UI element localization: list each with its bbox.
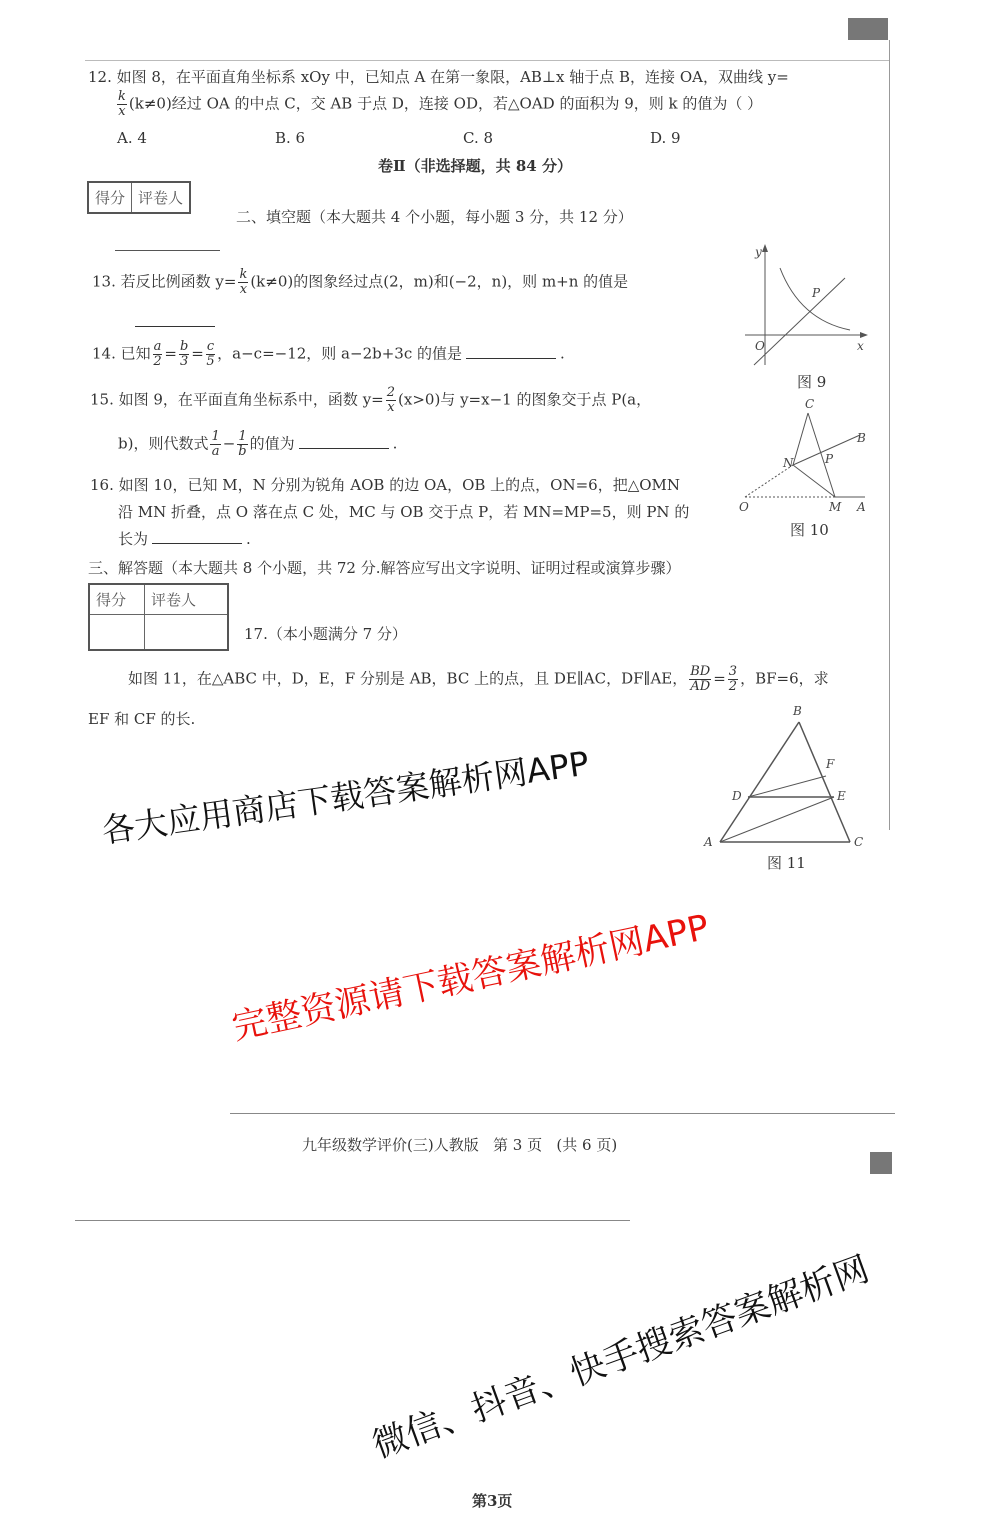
q15-answer-blank[interactable] bbox=[299, 448, 389, 449]
part2-title: 卷Ⅱ（非选择题，共 84 分） bbox=[378, 157, 572, 175]
q17-line2: EF 和 CF 的长. bbox=[88, 710, 196, 728]
fraction: $\frac{k}{x}$ bbox=[239, 267, 248, 297]
fig9-label-p: P bbox=[812, 286, 821, 300]
q13: 13. 若反比例函数 y= $\frac{k}{x}$ (k≠0)的图象经过点(2，m)和(−2，n)，则 m+n 的值是 bbox=[92, 267, 629, 297]
q12-option-c: C. 8 bbox=[463, 129, 494, 147]
q16-line2: 沿 MN 折叠，点 O 落在点 C 处，MC 与 OB 交于点 P，若 MN=MP=5，则 PN 的 bbox=[118, 503, 690, 521]
q12-line1: 12. 如图 8，在平面直角坐标系 xOy 中，已知点 A 在第一象限，AB⊥x 轴于点 B，连接 OA，双曲线 y= bbox=[88, 68, 789, 86]
fig10-label-p: P bbox=[825, 452, 834, 466]
grader-label: 评卷人 bbox=[145, 584, 229, 615]
fig9-label-o: O bbox=[755, 339, 765, 353]
score-box-1 bbox=[87, 181, 191, 214]
score-box-1-underline bbox=[115, 250, 220, 251]
q16-line3: 长为 . bbox=[118, 530, 251, 548]
q14-answer-blank[interactable] bbox=[466, 358, 556, 359]
grader-label: 评卷人 bbox=[132, 182, 191, 213]
q12-option-d: D. 9 bbox=[650, 129, 681, 147]
fig10-label-m: M bbox=[829, 500, 842, 514]
figure-10 bbox=[735, 395, 875, 517]
corner-mark bbox=[848, 18, 888, 40]
q15-line1: 15. 如图 9，在平面直角坐标系中，函数 y= $\frac{2}{x}$ (x>0)与 y=x−1 的图象交于点 P(a， bbox=[90, 385, 652, 415]
fig9-label-y: y bbox=[755, 245, 762, 259]
fraction: $\frac{k}{x}$ bbox=[118, 89, 126, 119]
fig11-label-c: C bbox=[854, 835, 864, 849]
fig11-label-f: F bbox=[826, 757, 835, 771]
score-label: 得分 bbox=[89, 584, 145, 615]
watermark-center: 完整资源请下载答案解析网APP bbox=[228, 907, 713, 1049]
page-number: 第3页 bbox=[472, 1492, 513, 1510]
q16-line1: 16. 如图 10，已知 M，N 分别为锐角 AOB 的边 OA，OB 上的点，ON=6，把△OMN bbox=[90, 476, 681, 494]
q16-answer-blank[interactable] bbox=[152, 543, 242, 544]
q12-option-b: B. 6 bbox=[275, 129, 306, 147]
figure-9 bbox=[740, 240, 870, 370]
q15-line2: b)，则代数式 $\frac{1}{a}$ − $\frac{1}{b}$ 的值为 . bbox=[118, 429, 398, 459]
q14: 14. 已知 $\frac{a}{2}$ = $\frac{b}{3}$ = $\frac{c}{5}$ ，a−c=−12，则 a−2b+3c 的值是 . bbox=[92, 339, 565, 369]
score-box-2 bbox=[88, 583, 229, 651]
score-label: 得分 bbox=[88, 182, 132, 213]
fig10-label-o: O bbox=[739, 500, 749, 514]
fig10-caption: 图 10 bbox=[790, 521, 829, 539]
q17-title: 17.（本小题满分 7 分） bbox=[244, 625, 407, 643]
watermark-top-left: 各大应用商店下载答案解析网APP bbox=[99, 743, 592, 851]
q12-option-a: A. 4 bbox=[117, 129, 147, 147]
fig10-label-c: C bbox=[805, 397, 815, 411]
fig10-label-a: A bbox=[857, 500, 866, 514]
watermark-bottom-right: 微信、抖音、快手搜索答案解析网 bbox=[367, 1249, 875, 1467]
footer-text: 九年级数学评价(三)人教版 第 3 页 (共 6 页) bbox=[302, 1136, 618, 1154]
top-rule bbox=[85, 60, 890, 61]
q13-answer-blank[interactable] bbox=[135, 326, 215, 327]
footer-rule-bottom bbox=[75, 1220, 630, 1221]
grader-cell[interactable] bbox=[145, 615, 229, 651]
section2-heading: 二、填空题（本大题共 4 个小题，每小题 3 分，共 12 分） bbox=[236, 208, 633, 226]
q17-line1: 如图 11，在△ABC 中，D，E，F 分别是 AB，BC 上的点，且 DE∥AC，DF∥AE， $\frac{BD}{AD}$ = $\frac{3}{2}$ ，BF=6，求 bbox=[128, 664, 829, 694]
fig9-caption: 图 9 bbox=[797, 373, 827, 391]
q12-line2: $\frac{k}{x}$ (k≠0)经过 OA 的中点 C，交 AB 于点 D，连接 OD，若△OAD 的面积为 9，则 k 的值为（ ） bbox=[118, 89, 763, 119]
section3-heading: 三、解答题（本大题共 8 个小题，共 72 分.解答应写出文字说明、证明过程或演算步骤） bbox=[88, 559, 681, 577]
fig9-label-x: x bbox=[857, 339, 864, 353]
fig11-label-d: D bbox=[732, 789, 742, 803]
fig11-caption: 图 11 bbox=[767, 854, 806, 872]
fig11-label-b: B bbox=[793, 704, 802, 718]
fig11-label-e: E bbox=[837, 789, 846, 803]
score-cell[interactable] bbox=[89, 615, 145, 651]
footer-rule-top bbox=[230, 1113, 895, 1114]
fig11-label-a: A bbox=[704, 835, 713, 849]
corner-mark-bottom bbox=[870, 1152, 892, 1174]
fig10-label-n: N bbox=[783, 456, 794, 470]
right-border bbox=[889, 40, 890, 830]
fig10-label-b: B bbox=[857, 431, 866, 445]
figure-11 bbox=[700, 700, 870, 850]
